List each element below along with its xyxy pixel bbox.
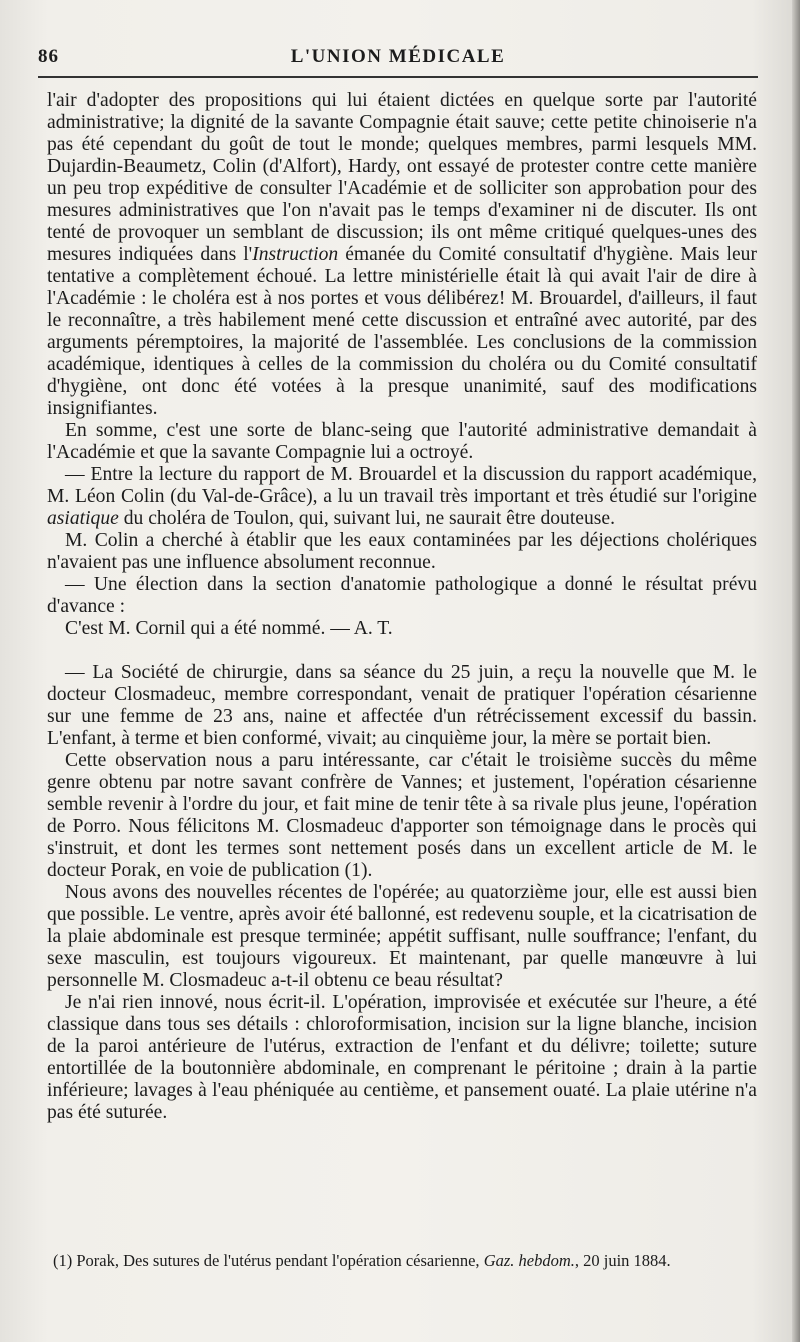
paragraph [47, 662, 757, 750]
paragraph [47, 618, 757, 640]
header-rule [38, 76, 758, 78]
paragraph [47, 992, 757, 1124]
page-header [38, 42, 758, 72]
text-run: Cette observation nous a paru intéressante, car c'était le troisième succès du même genre obtenu par notre savant confrère de Vannes; et justement, l'opération césarienne semble revenir à l'ordre du jour, et fait mine de tenir tête à sa rivale plus jeune, l'opération de Porro. Nous félicitons M. Closmadeuc d'apporter son témoignage dans le procès qui s'instruit, et dont les termes sont nettement posés dans un excellent article de M. le docteur Porak, en voie de publication (1). [47, 750, 757, 881]
paragraph [47, 530, 757, 574]
running-title: L'UNION MÉDICALE [290, 46, 506, 67]
italic-text: Instruction [252, 244, 339, 265]
text-run: — Entre la lecture du rapport de M. Brouardel et la discussion du rapport académique, M. Léon Colin (du Val-de-Grâce), a lu un travail très important et très étudié sur l'origine [47, 464, 757, 507]
footnote-text [47, 1250, 757, 1271]
italic-text: Gaz. hebdom. [483, 1251, 575, 1270]
section-gap [47, 640, 757, 662]
text-run: C'est M. Cornil qui a été nommé. — A. T. [65, 618, 393, 639]
text-run: l'air d'adopter des propositions qui lui étaient dictées en quelque sorte par l'autorité administrative; la dignité de la savante Compagnie était sauve; cette petite chinoiserie n'a pas été cependant du goût de tout le monde; quelques membres, parmi lesquels MM. Dujardin-Beaumetz, Colin (d'Alfort), Hardy, ont essayé de protester contre cette manière un peu trop expéditive de consulter l'Académie et de solliciter son approbation pour des mesures administratives que l'on n'avait pas le temps d'examiner ni de discuter. Ils ont tenté de provoquer un semblant de discussion; ils ont même critiqué quelques-unes des mesures indiquées dans l' [47, 90, 757, 265]
paragraph [47, 750, 757, 882]
text-run: émanée du Comité consultatif d'hygiène. Mais leur tentative a complètement échoué. La lettre ministérielle était là qui avait l'air de dire à l'Académie : le choléra est à nos portes et vous délibérez! M. Brouardel, d'ailleurs, il faut le reconnaître, a très habilement mené cette discussion et entraîné avec autorité, par des arguments péremptoires, la majorité de l'assemblée. Les conclusions de la commission académique, identiques à celles de la commission du choléra ou du Comité consultatif d'hygiène, ont donc été votées à la presque unanimité, sauf des modifications insignifiantes. [47, 244, 757, 419]
body-text [47, 90, 757, 1124]
paragraph [47, 464, 757, 530]
text-run: En somme, c'est une sorte de blanc-seing que l'autorité administrative demandait à l'Académie et que la savante Compagnie lui a octroyé. [47, 420, 757, 463]
paragraph [47, 90, 757, 420]
paragraph [47, 574, 757, 618]
text-run: — Une élection dans la section d'anatomie pathologique a donné le résultat prévu d'avance : [47, 574, 757, 617]
footnote [47, 1250, 757, 1271]
text-run: Je n'ai rien innové, nous écrit-il. L'opération, improvisée et exécutée sur l'heure, a été classique dans tous ses détails : chloroformisation, incision sur la ligne blanche, incision de la paroi antérieure de l'utérus, extraction de l'enfant et du délivre; toilette; suture entortillée de la boutonnière abdominale, en comprenant le péritoine ; drain à la partie inférieure; lavages à l'eau phéniquée au centième, et pansement ouaté. La plaie utérine n'a pas été suturée. [47, 992, 757, 1123]
text-run: Nous avons des nouvelles récentes de l'opérée; au quatorzième jour, elle est aussi bien que possible. Le ventre, après avoir été ballonné, est redevenu souple, et la cicatrisation de la plaie abdominale est presque terminée; appétit suffisant, nulle souffrance; l'enfant, du sexe masculin, est toujours vigoureux. Et maintenant, par quelle manœuvre à lui personnelle M. Closmadeuc a-t-il obtenu ce beau résultat? [47, 882, 757, 991]
page-number: 86 [38, 46, 59, 67]
text-run: du choléra de Toulon, qui, suivant lui, ne saurait être douteuse. [118, 508, 615, 529]
text-run: M. Colin a cherché à établir que les eaux contaminées par les déjections cholériques n'avaient pas une influence absolument reconnue. [47, 530, 757, 573]
text-run: (1) Porak, Des sutures de l'utérus pendant l'opération césarienne, [53, 1251, 484, 1270]
paragraph [47, 882, 757, 992]
text-run: — La Société de chirurgie, dans sa séance du 25 juin, a reçu la nouvelle que M. le docteur Closmadeuc, membre correspondant, venait de pratiquer l'opération césarienne sur une femme de 23 ans, naine et affectée d'un rétrécissement excessif du bassin. L'enfant, à terme et bien conformé, vivait; au cinquième jour, la mère se portait bien. [47, 662, 757, 749]
italic-text: asiatique [47, 508, 119, 529]
page-edge-shadow [792, 0, 800, 1342]
text-run: , 20 juin 1884. [574, 1251, 671, 1270]
paragraph [47, 420, 757, 464]
